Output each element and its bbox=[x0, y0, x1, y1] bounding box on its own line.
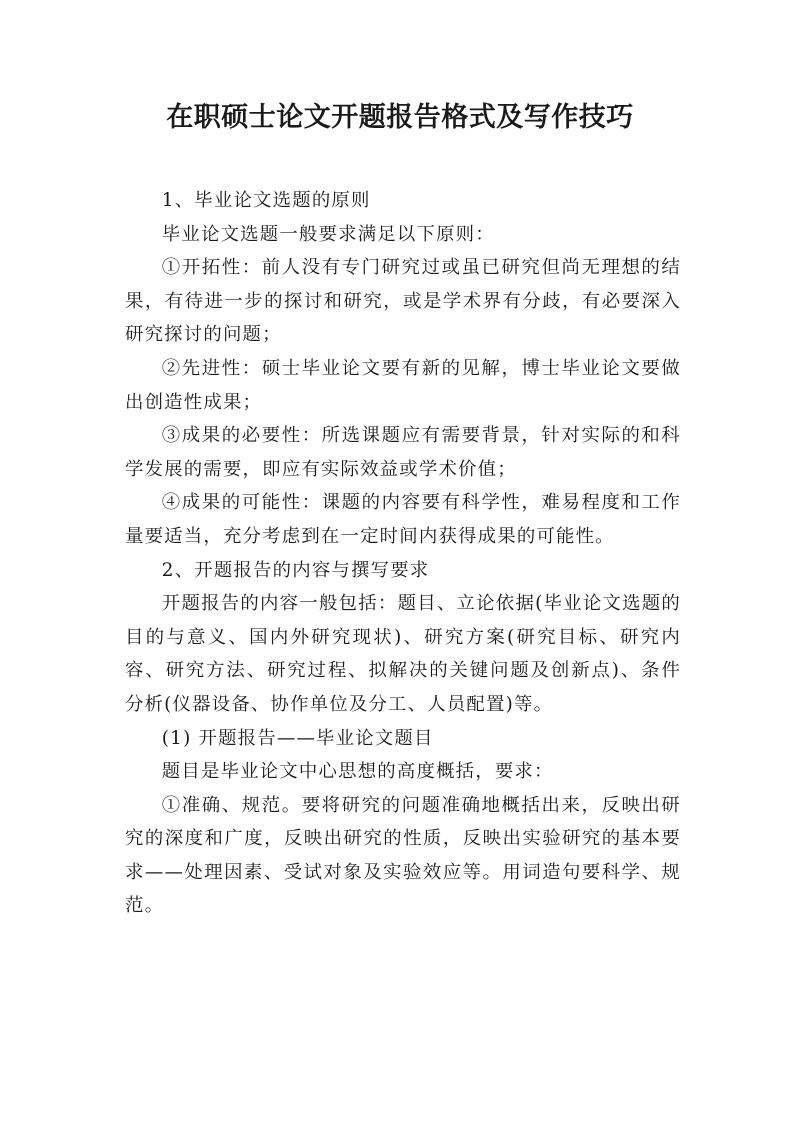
list-item-principle: ④成果的可能性：课题的内容要有科学性，难易程度和工作量要适当，充分考虑到在一定时间内获得成果的可能性。 bbox=[125, 492, 681, 547]
list-item-principle: ②先进性：硕士毕业论文要有新的见解，博士毕业论文要做出创造性成果； bbox=[125, 357, 681, 413]
paragraph: 毕业论文选题一般要求满足以下原则： bbox=[161, 223, 495, 245]
list-item-requirement: ①准确、规范。要将研究的问题准确地概括出来，反映出研究的深度和广度，反映出研究的性质，反映出实验研究的基本要求——处理因素、受试对象及实验效应等。用词造句要科学、规范。 bbox=[125, 794, 681, 917]
paragraph: 开题报告的内容一般包括：题目、立论依据(毕业论文选题的目的与意义、国内外研究现状)、研究方案(研究目标、研究内容、研究方法、研究过程、拟解决的关键问题及创新点)、条件分析(仪器设备、协作单位及分工、人员配置)等。 bbox=[125, 593, 681, 715]
list-item-principle: ③成果的必要性：所选课题应有需要背景，针对实际的和科学发展的需要，即应有实际效益或学术价值； bbox=[125, 425, 681, 480]
subsection-heading: (1) 开题报告——毕业论文题目 bbox=[161, 727, 434, 749]
section-heading: 2、开题报告的内容与撰写要求 bbox=[161, 559, 430, 581]
document-body bbox=[125, 184, 681, 923]
section-heading: 1、毕业论文选题的原则 bbox=[161, 190, 371, 211]
paragraph: 题目是毕业论文中心思想的高度概括，要求： bbox=[161, 761, 554, 783]
list-item-principle: ①开拓性：前人没有专门研究过或虽已研究但尚无理想的结果，有待进一步的探讨和研究，或是学术界有分歧，有必要深入研究探讨的问题； bbox=[125, 257, 681, 346]
document-title: 在职硕士论文开题报告格式及写作技巧 bbox=[166, 102, 634, 133]
